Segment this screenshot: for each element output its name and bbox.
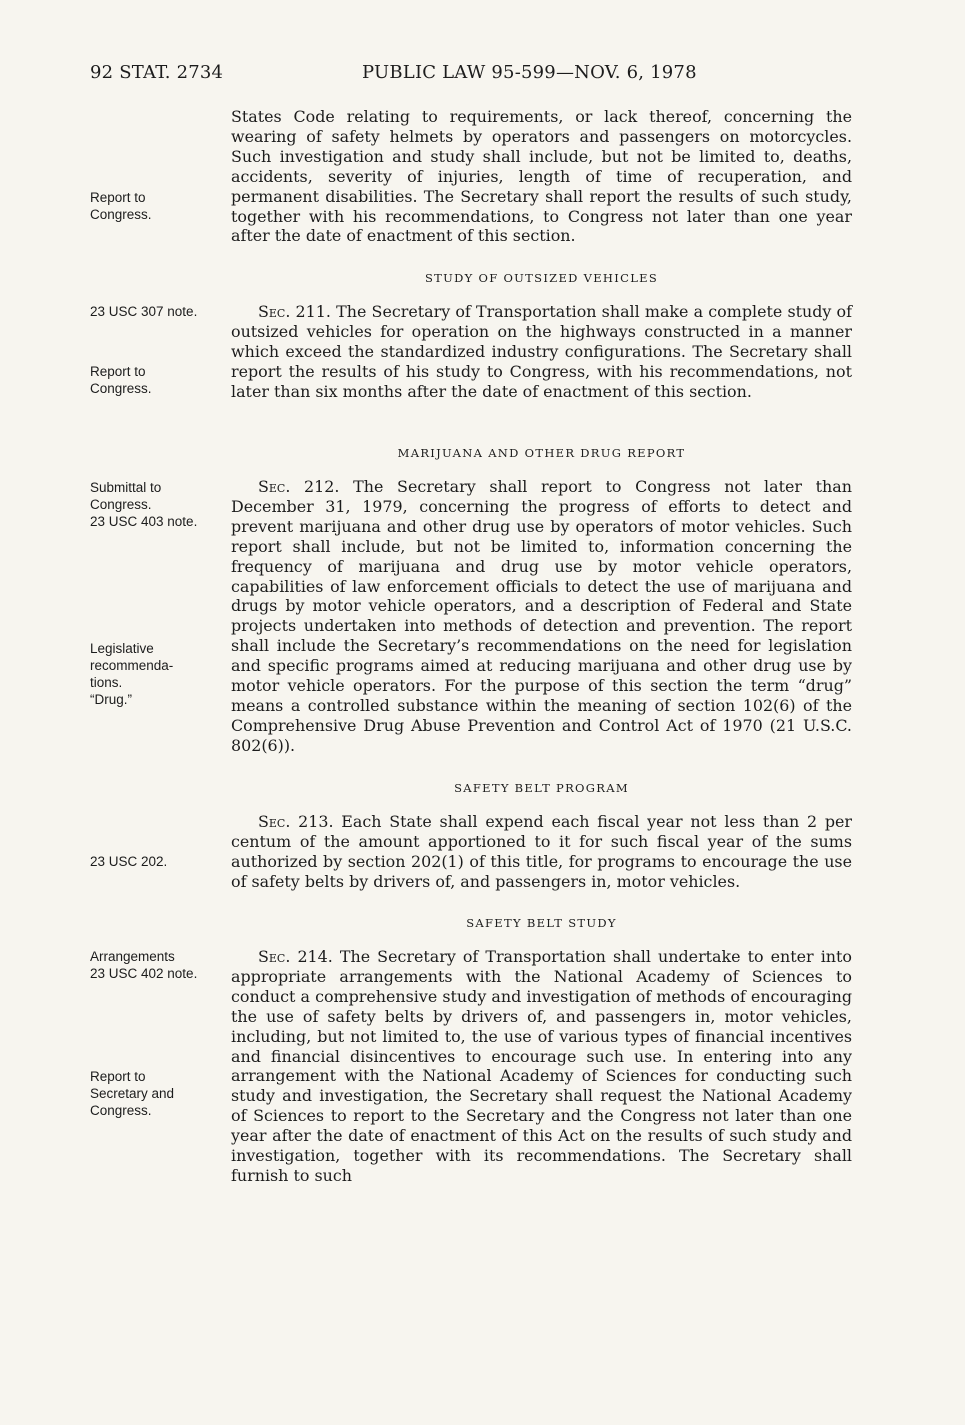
section-heading-safety-belt-program: SAFETY BELT PROGRAM (454, 781, 629, 795)
margin-note-23-usc-202: 23 USC 202. (90, 854, 168, 869)
section-212-paragraph (231, 477, 852, 756)
section-number: Sec. 213. (258, 812, 334, 831)
section-text: The Secretary of Transportation shall make a complete study of outsized vehicles for operation on the highways constructed in a manner which exceed the standardized industry configurations. The Secretary shall report the results of his study to Congress, with his recommendations, not later than six months after the date of enactment of this section. (231, 302, 852, 401)
margin-note-report-to-congress-1: Report to Congress. (90, 190, 152, 222)
section-heading-safety-belt-study: SAFETY BELT STUDY (466, 916, 617, 930)
stat-page-number: 92 STAT. 2734 (90, 62, 224, 83)
section-text: The Secretary of Transportation shall undertake to enter into appropriate arrangements with the National Academy of Sciences to conduct a comprehensive study and investigation of methods of encouraging the use of safety belts by drivers of, and passengers in, motor vehicles, including, but not limited to, the use of various types of financial incentives and financial disincentives to encourage such use. In entering into any arrangement with the National Academy of Sciences for conducting such study and investigation, the Secretary shall request the National Academy of Sciences to report to the Secretary and the Congress not later than one year after the date of enactment of this Act on the results of such study and investigation, together with its recommendations. The Secretary shall furnish to such (231, 947, 852, 1185)
section-214-paragraph (231, 947, 852, 1186)
section-text: Each State shall expend each fiscal year not less than 2 per centum of the amount apportioned to it for such fiscal year of the sums authorized by section 202(1) of this title, for programs to encourage the use of safety belts by drivers of, and passengers in, motor vehicles. (231, 812, 852, 891)
section-number: Sec. 212. (258, 477, 340, 496)
section-heading-drug-report: MARIJUANA AND OTHER DRUG REPORT (397, 446, 686, 460)
margin-note-submittal-to-congress: Submittal to Congress. 23 USC 403 note. (90, 480, 198, 529)
section-210-continuation: States Code relating to requirements, or lack thereof, concerning the wearing of safety helmets by operators and passengers on motorcycles. Such investigation and study shall include, but not be limited to, deaths, accidents, severity of injuries, length of time of recuperation, and permanent disabilities. The Secretary shall report the results of such study, together with his recommendations, to Congress not later than one year after the date of enactment of this section. (231, 107, 852, 246)
margin-note-report-to-secretary: Report to Secretary and Congress. (90, 1069, 175, 1118)
section-number: Sec. 214. (258, 947, 333, 966)
section-text: The Secretary shall report to Congress not later than December 31, 1979, concerning the progress of efforts to detect and prevent marijuana and other drug use by operators of motor vehicles. Such report shall include, but not be limited to, information concerning the frequency of marijuana and drug use by motor vehicle operators, capabilities of law enforcement officials to detect the use of marijuana and drugs by motor vehicle operators, and a description of Federal and State projects undertaken into methods of detection and prevention. The report shall include the Secretary’s recommendations on the need for legislation and specific programs aimed at reducing marijuana and other drug use by motor vehicle operators. For the purpose of this section the term “drug” means a controlled substance within the meaning of section 102(6) of the Comprehensive Drug Abuse Prevention and Control Act of 1970 (21 U.S.C. 802(6)). (231, 477, 852, 755)
margin-note-report-to-congress-2: Report to Congress. (90, 364, 152, 396)
margin-note-23-usc-307: 23 USC 307 note. (90, 304, 198, 319)
margin-note-legislative-recommendations: Legislative recommenda- tions. “Drug.” (90, 641, 174, 707)
section-heading-outsized-vehicles: STUDY OF OUTSIZED VEHICLES (424, 271, 659, 285)
margin-note-arrangements: Arrangements 23 USC 402 note. (90, 949, 198, 981)
section-211-paragraph (231, 302, 852, 402)
public-law-title: PUBLIC LAW 95-599—NOV. 6, 1978 (362, 62, 697, 83)
section-number: Sec. 211. (258, 302, 331, 321)
section-213-paragraph (231, 812, 852, 892)
page-header (90, 62, 852, 88)
